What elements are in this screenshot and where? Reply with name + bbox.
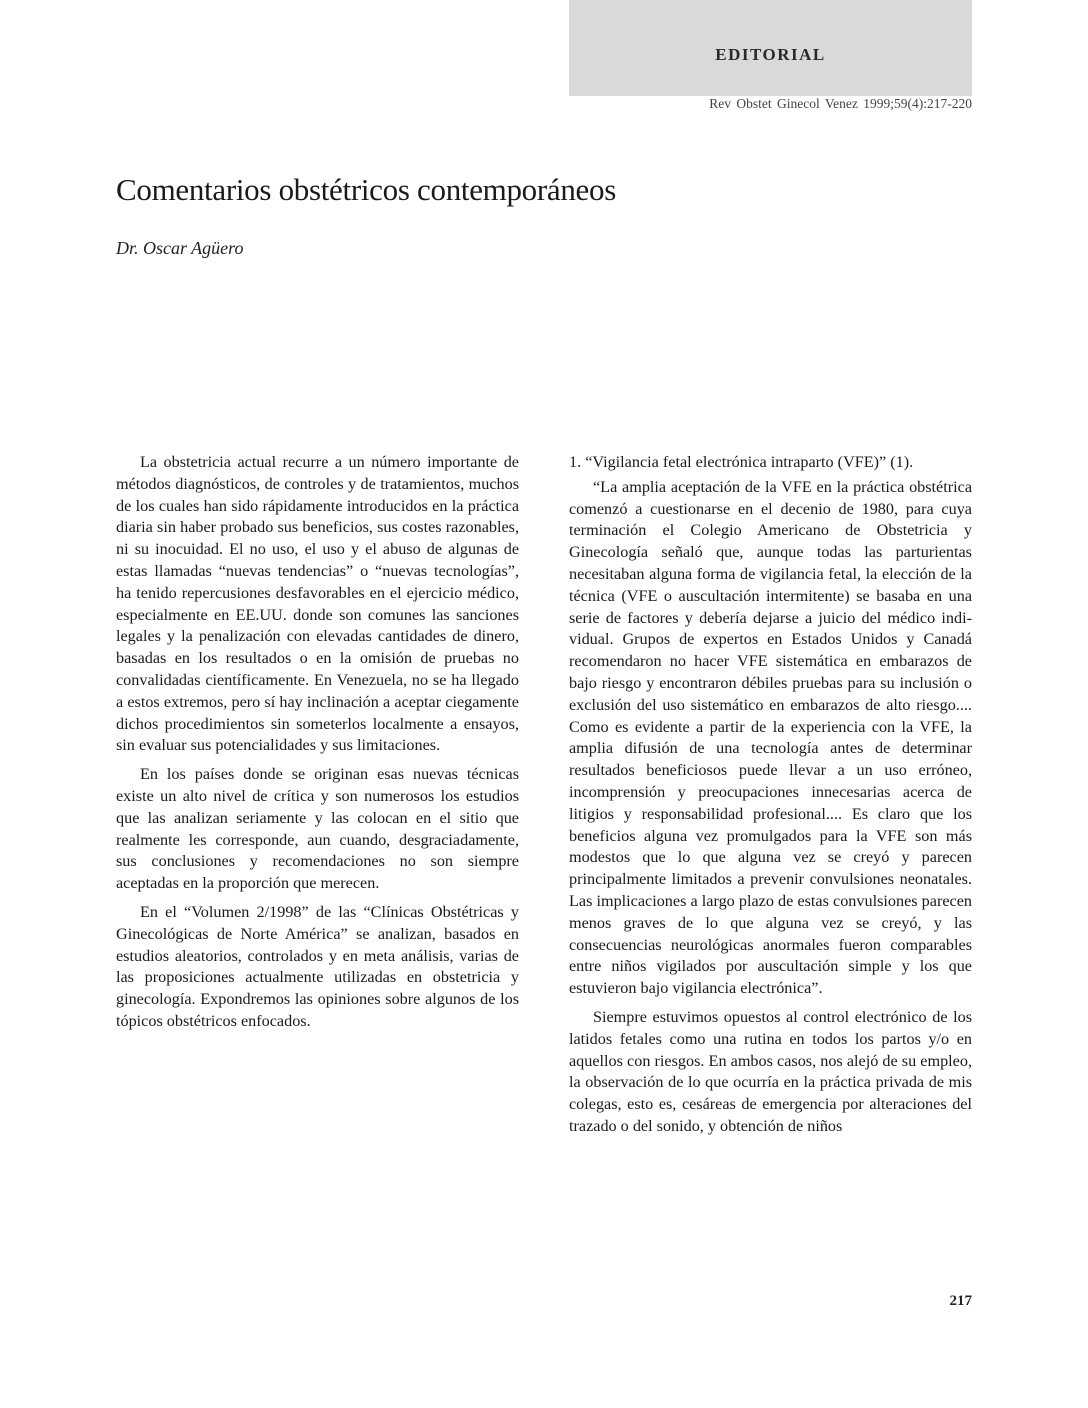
section-label: EDITORIAL [715,45,826,64]
paragraph: “La amplia aceptación de la VFE en la práctica obstétrica comenzó a cuestionarse en el decenio de 1980, para cuya terminación el Colegio Americano de Obstetricia y Ginecología señaló que, aunque todas las parturientas necesitaban alguna forma de vigilancia fetal, la elección de la técnica (VFE o auscultación intermitente) se basaba en una serie de factores y debería dejarse a juicio del médico individual. Grupos de expertos en Estados Unidos y Canadá recomendaron no hacer VFE sistemática en embarazos de bajo riesgo y encontraron débiles pruebas para su inclusión o exclusión del uso sistemático en embarazos de alto riesgo.... Como es evidente a partir de la experiencia con la VFE, la amplia difusión de una tecnología antes de determinar resultados beneficiosos puede llevar a un uso erróneo, incomprensión y preocupaciones innecesarias acerca de litigios y responsabilidad profesional.... Es claro que los beneficios alguna vez promulgados para la VFE son más modestos que lo que alguna vez se creyó y parecen principalmente limitados a prevenir convulsiones neonatales. Las implicaciones a largo plazo de estas convulsiones parecen menos graves de lo que alguna vez se creyó, y las consecuencias neurológicas anormales fueron comparables entre niños vigilados por auscultación simple y los que estuvieron bajo vigilancia electrónica”. [569,477,972,998]
paragraph: En los países donde se originan esas nuevas técnicas existe un alto nivel de crítica y son numerosos los estudios que las analizan seriamente y las colocan en el sitio que realmente les corresponde, aun cuando, desgraciadamente, sus conclusiones y recomendaciones no son siempre aceptadas en la proporción que merecen. [116,765,519,893]
left-column [116,452,519,1040]
page-number: 217 [949,1293,972,1309]
section-header-box [569,0,972,96]
article-title: Comentarios obstétricos contemporáneos [116,172,616,207]
right-column [569,452,972,1145]
journal-citation: Rev Obstet Ginecol Venez 1999;59(4):217-220 [709,96,972,111]
paragraph: En el “Volumen 2/1998” de las “Clínicas Obstétricas y Ginecológicas de Norte América” se analizan, basados en estudios aleatorios, controlados y en meta análisis, varias de las proposiciones actualmente utilizadas en obstetricia y ginecología. Expondremos las opiniones sobre algunos de los tópicos obstétricos enfocados. [116,902,519,1030]
numbered-heading: 1. “Vigilancia fetal electrónica intraparto (VFE)” (1). [569,453,914,471]
article-author: Dr. Oscar Agüero [116,238,244,258]
paragraph: La obstetricia actual recurre a un número importante de métodos diagnósticos, de controles y de tratamientos, muchos de los cuales han sido rápidamente introducidos en la práctica diaria sin haber probado sus beneficios, sus costes razonables, ni su inocuidad. El no uso, el uso y el abuso de algunas de estas llamadas “nuevas tendencias” o “nuevas tecnologías”, ha tenido repercusiones desfavorables en el ejercicio médico, especialmente en EE.UU. donde son comunes las sanciones legales y la penalización con elevadas cantidades de dinero, basadas en los resultados o en la omisión de pruebas no convalidadas científicamente. En Venezuela, no se ha llegado a estos extremos, pero sí hay inclinación a aceptar ciegamente dichos procedimientos sin someterlos localmente a ensayos, sin evaluar sus potencialidades y sus limitaciones. [116,453,519,755]
paragraph: Siempre estuvimos opuestos al control electrónico de los latidos fetales como una rutina en todos los partos y/o en aquellos con riesgos. En ambos casos, nos alejó de su empleo, la observación de lo que ocurría en la práctica privada de mis colegas, esto es, cesáreas de emergencia por alteraciones del trazado o del sonido, y obtención de niños [569,1007,972,1135]
